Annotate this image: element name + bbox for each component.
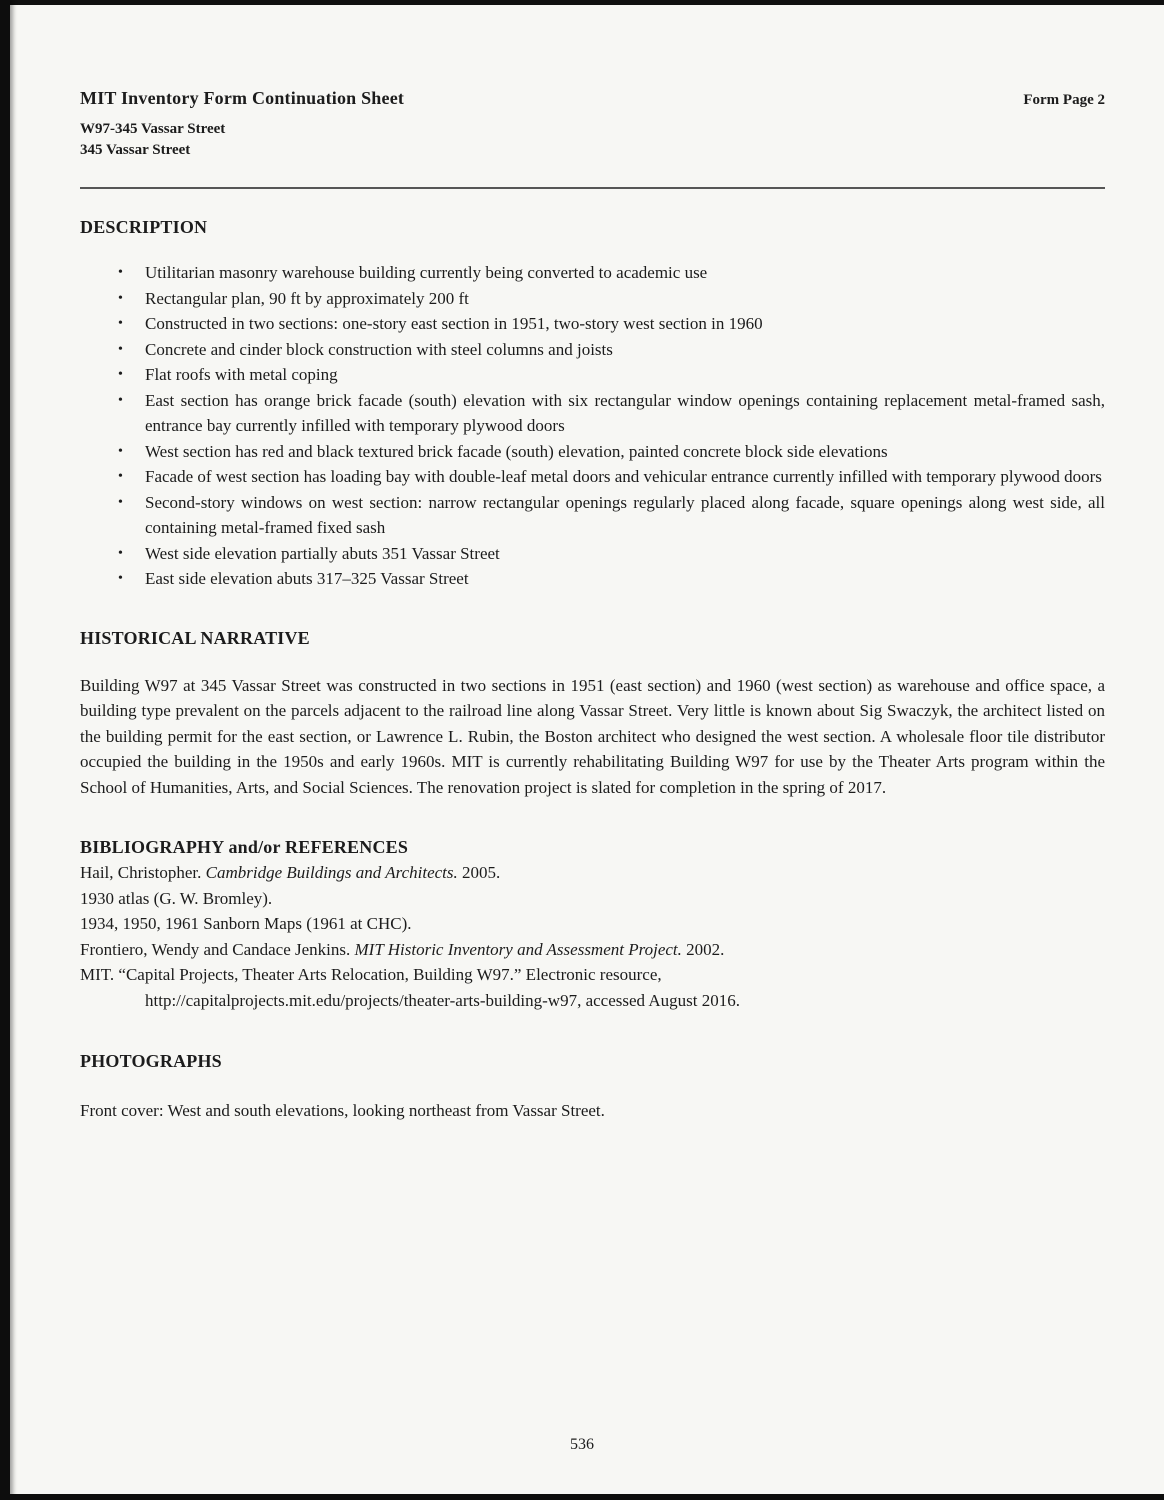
bullet-icon: • xyxy=(118,316,123,331)
bibliography-entry xyxy=(80,886,1105,912)
bullet-icon: • xyxy=(118,265,123,280)
street-address: 345 Vassar Street xyxy=(80,142,191,158)
entry-text: 1930 atlas (G. W. Bromley). xyxy=(80,888,273,908)
list-item xyxy=(80,337,1105,363)
bullet-icon: • xyxy=(118,545,123,561)
bullet-text: West section has red and black textured brick facade (south) elevation, painted concrete block side elevations xyxy=(145,441,888,461)
entry-text: Hail, Christopher. xyxy=(80,863,206,882)
bullet-text: Constructed in two sections: one-story east section in 1951, two-story west section in 1960 xyxy=(145,314,763,333)
list-item xyxy=(80,490,1105,541)
bibliography-entry xyxy=(80,911,1105,937)
entry-title-italic: MIT Historic Inventory and Assessment Project. xyxy=(354,939,682,959)
list-item xyxy=(80,439,1105,465)
entry-text: 1934, 1950, 1961 Sanborn Maps (1961 at CHC). xyxy=(80,914,412,933)
scan-edge-bottom xyxy=(0,1494,1164,1500)
historical-narrative-paragraph: Building W97 at 345 Vassar Street was constructed in two sections in 1951 (east section) and 1960 (west section) as warehouse and office space, a building type prevalent on the parcels adjacent to the railroad line along Vassar Street. Very little is known about Sig Swaczyk, the architect listed on the building permit for the east section, or Lawrence L. Rubin, the Boston architect who designed the west section. A wholesale floor tile distributor occupied the building in the 1950s and early 1960s. MIT is currently rehabilitating Building W97 for use by the Theater Arts program within the School of Humanities, Arts, and Social Sciences. The renovation project is slated for completion in the spring of 2017. xyxy=(80,675,1105,797)
list-item xyxy=(80,541,1105,567)
list-item xyxy=(80,566,1105,592)
bibliography-list xyxy=(80,860,1105,1013)
page-content xyxy=(0,88,1164,1124)
entry-url-text: http://capitalprojects.mit.edu/projects/theater-arts-building-w97, accessed August 2016. xyxy=(145,990,740,1010)
bullet-icon: • xyxy=(118,443,123,459)
building-id: W97-345 Vassar Street xyxy=(80,121,226,137)
entry-text: 2002. xyxy=(681,939,725,959)
scan-edge-top xyxy=(0,0,1164,5)
header-divider xyxy=(80,187,1105,189)
bullet-text: Rectangular plan, 90 ft by approximately 200 ft xyxy=(145,288,469,308)
list-item xyxy=(80,286,1105,312)
list-item xyxy=(80,311,1105,337)
entry-text: MIT. “Capital Projects, Theater Arts Relocation, Building W97.” Electronic resource, xyxy=(80,965,662,984)
bullet-text: East section has orange brick facade (south) elevation with six rectangular window openings containing replacement metal-framed sash, entrance bay currently infilled with temporary plywood doors xyxy=(145,390,1105,435)
list-item xyxy=(80,464,1105,490)
entry-text: Frontiero, Wendy and Candace Jenkins. xyxy=(80,939,355,959)
bullet-text: Utilitarian masonry warehouse building currently being converted to academic use xyxy=(145,263,708,282)
bibliography-entry xyxy=(80,962,1105,988)
bibliography-entry xyxy=(80,860,1105,886)
section-heading-description: DESCRIPTION xyxy=(80,217,208,237)
bullet-text: Concrete and cinder block construction with steel columns and joists xyxy=(145,339,613,359)
description-bullet-list xyxy=(80,260,1105,592)
page-header xyxy=(80,88,1105,109)
list-item xyxy=(80,388,1105,439)
entry-text: 2005. xyxy=(457,863,501,882)
bullet-icon: • xyxy=(118,290,123,306)
page-number: 536 xyxy=(570,1436,594,1453)
bullet-text: East side elevation abuts 317–325 Vassar Street xyxy=(145,569,469,588)
list-item xyxy=(80,362,1105,388)
bullet-text: Flat roofs with metal coping xyxy=(145,365,338,384)
section-heading-bibliography: BIBLIOGRAPHY and/or REFERENCES xyxy=(80,837,409,857)
form-page-label: Form Page 2 xyxy=(1023,92,1105,108)
list-item xyxy=(80,260,1105,286)
bibliography-entry xyxy=(80,937,1105,963)
bullet-icon: • xyxy=(118,367,123,382)
bibliography-entry-url xyxy=(80,988,1105,1014)
bullet-icon: • xyxy=(118,494,123,510)
section-heading-photographs: PHOTOGRAPHS xyxy=(80,1051,222,1071)
property-identification xyxy=(80,119,1105,161)
bullet-icon: • xyxy=(118,392,123,408)
section-heading-historical-narrative: HISTORICAL NARRATIVE xyxy=(80,627,310,648)
bullet-text: West side elevation partially abuts 351 Vassar Street xyxy=(145,543,500,563)
bullet-icon: • xyxy=(118,571,123,586)
bullet-text: Facade of west section has loading bay with double-leaf metal doors and vehicular entrance currently infilled with temporary plywood doors xyxy=(145,467,1102,486)
document-title: MIT Inventory Form Continuation Sheet xyxy=(80,88,405,108)
entry-title-italic: Cambridge Buildings and Architects. xyxy=(205,863,458,882)
photographs-caption: Front cover: West and south elevations, looking northeast from Vassar Street. xyxy=(80,1101,605,1120)
bullet-icon: • xyxy=(118,469,123,484)
bullet-text: Second-story windows on west section: narrow rectangular openings regularly placed along facade, square openings along west side, all containing metal-framed fixed sash xyxy=(145,492,1105,537)
bullet-icon: • xyxy=(118,341,123,357)
